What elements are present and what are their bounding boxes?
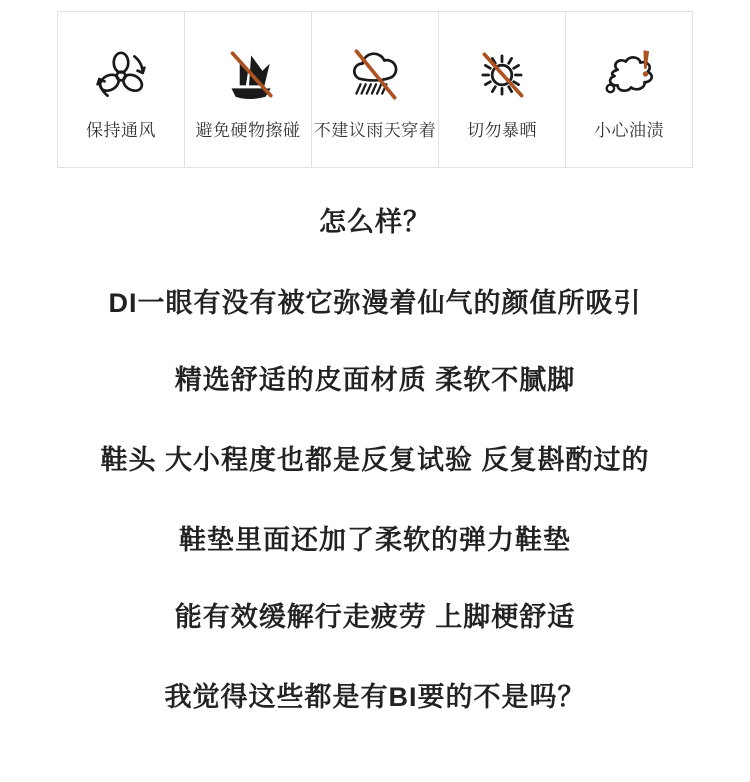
description-line-5: 鞋垫里面还加了柔软的弹力鞋垫 [179, 525, 571, 555]
description-line-2: DI一眼有没有被它弥漫着仙气的颜值所吸引 [108, 288, 642, 318]
care-item-oil-stain [565, 11, 693, 168]
care-item-label: 不建议雨天穿着 [313, 121, 437, 140]
care-item-label: 切勿暴晒 [467, 121, 537, 140]
care-item-label: 避免硬物擦碰 [195, 121, 301, 140]
no-hard-object-icon [217, 44, 279, 106]
description-line-4: 鞋头 大小程度也都是反复试验 反复斟酌过的 [100, 445, 650, 475]
care-item-label: 保持通风 [86, 121, 156, 140]
care-item-no-rain [311, 11, 439, 168]
description-line-3: 精选舒适的皮面材质 柔软不腻脚 [174, 365, 576, 395]
description-line-6: 能有效缓解行走疲劳 上脚梗舒适 [174, 602, 576, 632]
care-item-ventilation [57, 11, 185, 168]
care-item-no-sun [438, 11, 566, 168]
description-line-7: 我觉得这些都是有BI要的不是吗？ [164, 682, 586, 712]
no-sun-icon [471, 44, 533, 106]
care-instructions-row [57, 11, 693, 168]
care-item-avoid-hard-objects [184, 11, 312, 168]
description-line-1: 怎么样？ [319, 207, 431, 237]
no-rain-icon [344, 44, 406, 106]
fan-icon [90, 44, 152, 106]
oil-stain-icon [598, 44, 660, 106]
care-item-label: 小心油渍 [594, 121, 664, 140]
